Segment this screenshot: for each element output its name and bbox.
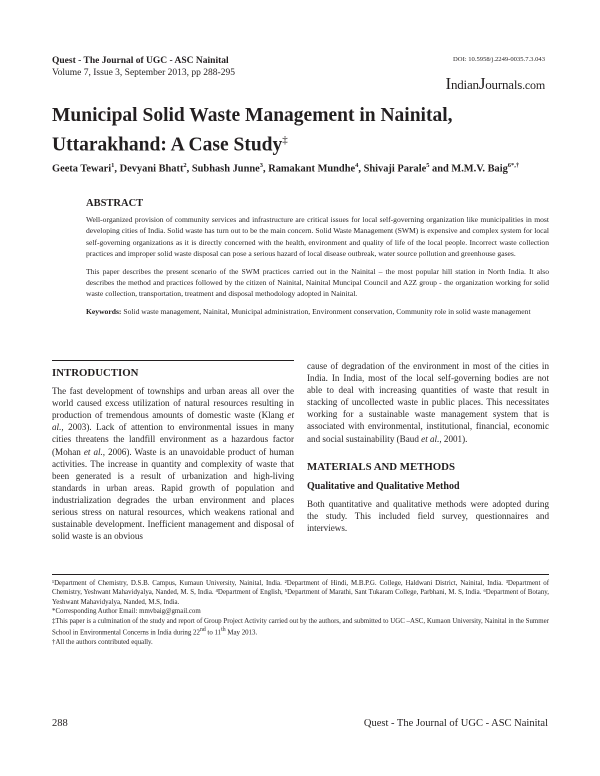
keywords-text: Solid waste management, Nainital, Municipal administration, Environment conservation, Community role in solid waste management	[123, 306, 531, 316]
keywords-label: Keywords:	[86, 306, 122, 316]
author-name: M.M.V. Baig	[451, 163, 508, 175]
introduction-paragraph: The fast development of townships and urban areas all over the world caused excess utilization of natural resources resulting in production of tremendous amounts of domestic waste (Klang et al., 2003). Lack of attention to environmental issues in many cities threatens the landfill environment as a hazardous factor (Mohan et al., 2006). Waste is an unavoidable product of human activities. The increase in quantity and complexity of waste that been generated is a result of urbanization and high-living standards in urban areas. Rapid growth of population and industrialization degrades the urban environment and places serious stress on natural resources, which weakens rational and sustainable development. Inefficient management and disposal of solid waste is an obvious	[52, 386, 294, 542]
author-name: Ramakant Mundhe	[268, 163, 356, 175]
footnote-corresponding: *Corresponding Author Email: mmvbaig@gmail.com	[52, 608, 201, 616]
author-affiliation: 2	[183, 162, 187, 169]
right-column	[307, 360, 549, 534]
logo-word2: ournals	[485, 77, 523, 92]
logo-initial: I	[445, 74, 451, 93]
author-affiliation: 3	[259, 162, 263, 169]
footnote-equal-contribution: †All the authors contributed equally.	[52, 638, 153, 646]
running-footer: Quest - The Journal of UGC - ASC Nainital	[363, 718, 548, 729]
page-number: 288	[52, 718, 68, 729]
abstract-paragraph: Well-organized provision of community services and infrastructure are critical issues for local self-governing organization like municipalities in most developing cities of India. Solid waste has turn out to be the main concern. Solid Waste Management (SWM) is expensive and complex system for local self-governing organizations as it is directly concerned with the health, environment and quality of life of the local people. Incorrect waste collection practices and improper solid waste disposal can pose a serious hazard of local disease outbreak, water source pollution and greenhouse gases.	[86, 215, 549, 259]
logo-j: J	[478, 74, 486, 93]
author-name: Shivaji Parale	[363, 163, 427, 175]
author-affiliation: 6*,†	[507, 162, 520, 169]
abstract-heading: ABSTRACT	[86, 198, 144, 209]
keywords	[86, 306, 549, 317]
footnote-affiliations: ¹Department of Chemistry, D.S.B. Campus, Kumaun University, Nainital, India. ²Department of Hindi, M.B.P.G. College, Haldwani District, Nainital, India. ³Department of Chemistry, Yeshwant Mahavidyalya, Nanded, M. S, India. ⁴Department of English, ⁵Department of Marathi, Sant Tukaram College, Parbhani, M. S, India. ⁶Department of Botany, Yeshwant Mahavidyalya, Nanded, M.S, India.	[52, 580, 549, 606]
indianjournals-logo[interactable]	[445, 74, 545, 94]
logo-word1: ndian	[450, 77, 479, 92]
logo-suffix: .com	[522, 78, 545, 92]
abstract-section	[86, 198, 549, 323]
left-column	[52, 360, 294, 542]
paper-title	[52, 104, 552, 158]
introduction-heading: INTRODUCTION	[52, 367, 139, 379]
journal-name: Quest - The Journal of UGC - ASC Nainital	[52, 56, 229, 66]
doi: DOI: 10.5958/j.2249-0035.7.3.043	[453, 56, 545, 63]
author-affiliation: 1	[111, 162, 115, 169]
title-text: Municipal Solid Waste Management in Nainital, Uttarakhand: A Case Study	[52, 105, 453, 156]
author-affiliation: 4	[355, 162, 359, 169]
footnotes	[52, 574, 549, 647]
author-list: Geeta Tewari$^1$, Devyani Bhatt$^2$, Subhash Junne$^3$, Ramakant Mundhe$^4$, Shivaji Parale$^5$ and M.M.V. Baig$^{6*,\dagger}$	[52, 162, 520, 175]
methods-paragraph: Both quantitative and qualitative methods were adopted during the study. This included field survey, questionnaires and interviews.	[307, 498, 549, 534]
author-name: Subhash Junne	[191, 163, 260, 175]
section-rule	[52, 360, 294, 361]
title-footnote-mark: ‡	[282, 134, 288, 146]
author-name: Devyani Bhatt	[119, 163, 184, 175]
footnote-project: ‡This paper is a culmination of the study and report of Group Project Activity carried out by the authors, and submitted to UGC –ASC, Kumaon University, Nainital in the Summer School in Environmental Concerns in India during 22nd to 11th May 2013.	[52, 617, 549, 637]
methods-heading: MATERIALS AND METHODS	[307, 460, 455, 473]
author-affiliation: 5	[426, 162, 430, 169]
author-name: Geeta Tewari	[52, 163, 112, 175]
introduction-continued: cause of degradation of the environment in most of the cities in India. In India, most of the local self-governing bodies are not able to deal with increasing quantities of waste that result in stacking of uncollected waste in public places. This necessitates working for a sustainable waste management system that is associated with environmental, institutional, financial, economic and social sustainability (Baud et al., 2001).	[307, 361, 549, 444]
methods-subheading: Qualitative and Qualitative Method	[307, 480, 460, 492]
abstract-paragraph: This paper describes the present scenario of the SWM practices carried out in the Nainital – the most popular hill station in North India. It also describes the method and practices followed by the citizen of Nainital, Nainital Muncipal Council and A2Z group - the organization working for solid waste collection, transportation, treatment and disposal methodology adopted in Nainital.	[86, 266, 549, 299]
volume-issue: Volume 7, Issue 3, September 2013, pp 288-295	[52, 68, 235, 78]
